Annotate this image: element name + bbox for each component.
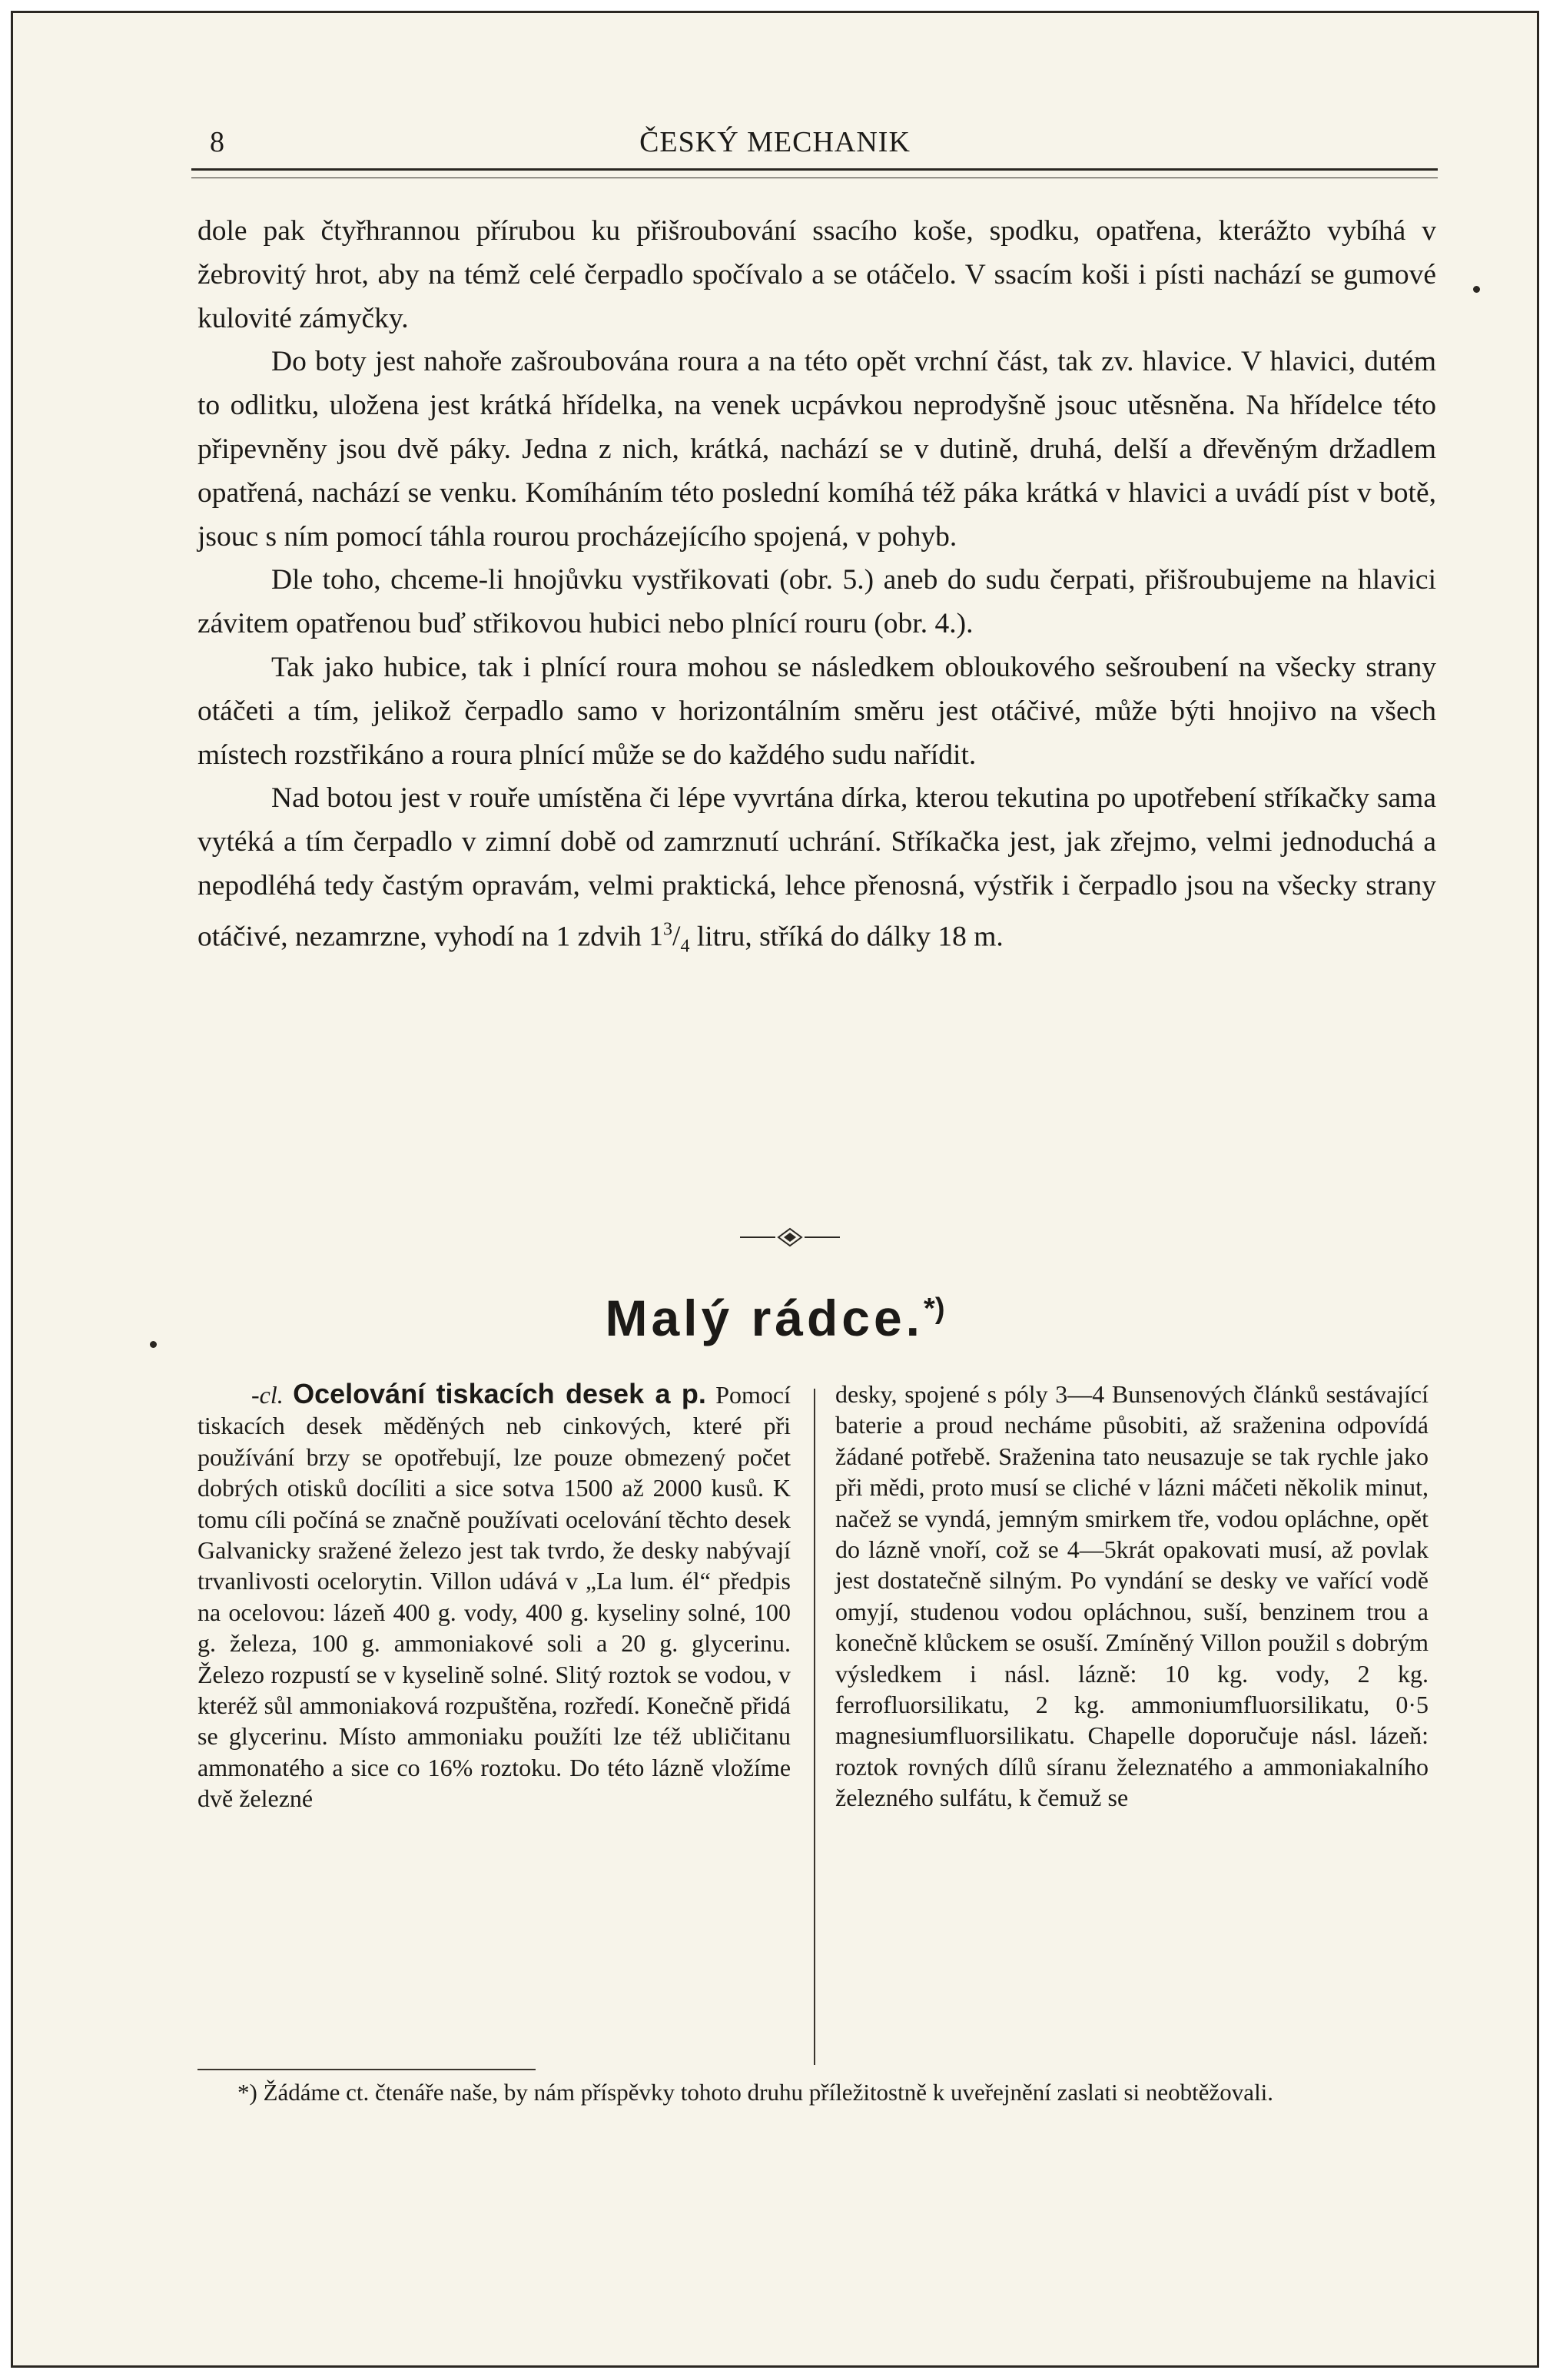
column-divider bbox=[814, 1389, 815, 2065]
fraction-denominator: 4 bbox=[680, 936, 690, 957]
ornament-divider bbox=[740, 1224, 840, 1250]
body-paragraph-5-text: Nad botou jest v rouře umístěna či lépe vyvrtána dírka, kterou tekutina po upotřebení stříkačky sama vytéká a tím čerpadlo v zimní době od zamrznutí uchrání. Stříkačka jest, jak zřejmo, velmi jednoduchá a nepodléhá tedy častým opravám, velmi praktická, lehce přenosná, výstřik i čerpadlo jsou na všecky strany otáčivé, nezamrzne, vyhodí na 1 zdvih bbox=[197, 782, 1436, 953]
body-paragraph-5-end: litru, stříká do dálky 18 m. bbox=[696, 921, 1004, 953]
body-paragraph-2: Do boty jest nahoře zašroubována roura a na této opět vrchní část, tak zv. hlavice. V hlavici, dutém to odlitku, uložena jest krátká hřídelka, na venek ucpávkou neprodyšně jsouc utěsněna. Na hřídelce této připevněny jsou dvě páky. Jedna z nich, krátká, nachází se v dutině, druhá, delší a dřevěným držadlem opatřená, nachází se venku. Komíháním této poslední komíhá též páka krátká v hlavici a uvádí píst v botě, jsouc s ním pomocí táhla rourou procházejícího spojená, v pohyb. bbox=[197, 346, 1436, 553]
body-text bbox=[197, 210, 1436, 969]
article-title: Ocelování tiskacích desek a p. bbox=[293, 1378, 706, 1409]
article-lead bbox=[197, 1379, 791, 1814]
article-column-left bbox=[197, 1379, 791, 1814]
body-paragraph-5 bbox=[197, 777, 1436, 968]
running-title: ČESKÝ MECHANIK bbox=[639, 126, 911, 158]
body-paragraph-3: Dle toho, chceme-li hnojůvku vystřikovati (obr. 5.) aneb do sudu čerpati, přišroubujeme na hlavici závitem opatřenou buď střikovou hubici nebo plnící rouru (obr. 4.). bbox=[197, 564, 1436, 640]
article-column-right bbox=[835, 1379, 1429, 1814]
fraction-whole: 1 bbox=[649, 921, 664, 953]
percent-sign: % bbox=[452, 1753, 473, 1781]
print-speck bbox=[150, 1341, 157, 1348]
body-paragraph-1: dole pak čtyřhrannou přírubou ku přišroubování ssacího koše, spodku, opatřena, kterážto vybíhá v žebrovitý hrot, aby na témž celé čerpadlo spočívalo a se otáčelo. V ssacím koši i písti nachází se gumové kulovité zámyčky. bbox=[197, 215, 1436, 334]
percent-value: 16 bbox=[427, 1753, 453, 1781]
section-title bbox=[13, 1289, 1537, 1347]
article-right-text: desky, spojené s póly 3—4 Bunsenových článků sestávající baterie a proud necháme působiti, až sraženina odpovídá žádané potřebě. Sraženina tato neusazuje se tak rychle jako při mědi, proto musí se cliché v lázni máčeti několik minut, načež se vyndá, jemným smirkem tře, vodou opláchne, opět do lázně vnoří, což se 4—5krát opakovati musí, až povlak jest dostatečně silným. Po vyndání se desky ve vařící vodě omyjí, studenou vodou opláchnou, suší, benzinem trou a konečně klůckem se osuší. Zmíněný Villon použil s dobrým výsledkem i násl. lázně: 10 kg. vody, 2 kg. ferrofluorsilikatu, 2 kg. ammoniumfluorsilikatu, 0·5 magnesiumfluorsilikatu. Chapelle doporučuje násl. lázeň: roztok rovných dílů síranu železnatého a ammoniakalního železného sulfátu, k čemuž se bbox=[835, 1380, 1429, 1812]
header-rule bbox=[191, 168, 1438, 178]
fraction-numerator: 3 bbox=[663, 919, 673, 940]
fraction: $1^3/_4$ bbox=[649, 919, 690, 957]
footnote-text: *) Žádáme ct. čtenáře naše, by nám příspěvky tohoto druhu příležitostně k uveřejnění zaslati si neobtěžovali. bbox=[237, 2079, 1274, 2106]
running-header bbox=[13, 125, 1537, 164]
footnote bbox=[197, 2077, 1436, 2107]
article-left-end: roztoku. Do této lázně vložíme dvě železné bbox=[197, 1753, 791, 1813]
section-title-text: Malý rádce. bbox=[605, 1290, 924, 1346]
section-title-footnote-mark: *) bbox=[924, 1293, 945, 1325]
footnote-rule bbox=[197, 2069, 536, 2070]
page-number: 8 bbox=[210, 126, 224, 158]
article-author: -cl. bbox=[251, 1381, 284, 1409]
article-left-text: Pomocí tiskacích desek měděných neb cinkových, které při používání brzy se opotřebují, lze pouze obmezený počet dobrých otisků docíliti a sice sotva 1500 až 2000 kusů. K tomu cíli počíná se značně používati ocelování těchto desek Galvanicky sražené železo jest tak tvrdo, že desky nabývají trvanlivosti ocelorytin. Villon udává v „La lum. él“ předpis na ocelovou: lázeň 400 g. vody, 400 g. kyseliny solné, 100 g. železa, 100 g. ammoniakové soli a 20 g. glycerinu. Železo rozpustí se v kyselině solné. Slitý roztok se vodou, v kteréž sůl ammoniaková rozpuštěna, rozředí. Konečně přidá se glycerinu. Místo ammoniaku použíti lze též ubličitanu ammonatého a sice co bbox=[197, 1381, 791, 1781]
page bbox=[11, 11, 1539, 2368]
body-paragraph-4: Tak jako hubice, tak i plnící roura mohou se následkem obloukového sešroubení na všecky strany otáčeti a tím, jelikož čerpadlo samo v horizontálním směru jest otáčivé, může býti hnojivo na všech místech rozstřikáno a roura plnící může se do každého sudu nařídit. bbox=[197, 651, 1436, 771]
print-speck bbox=[1473, 286, 1480, 293]
